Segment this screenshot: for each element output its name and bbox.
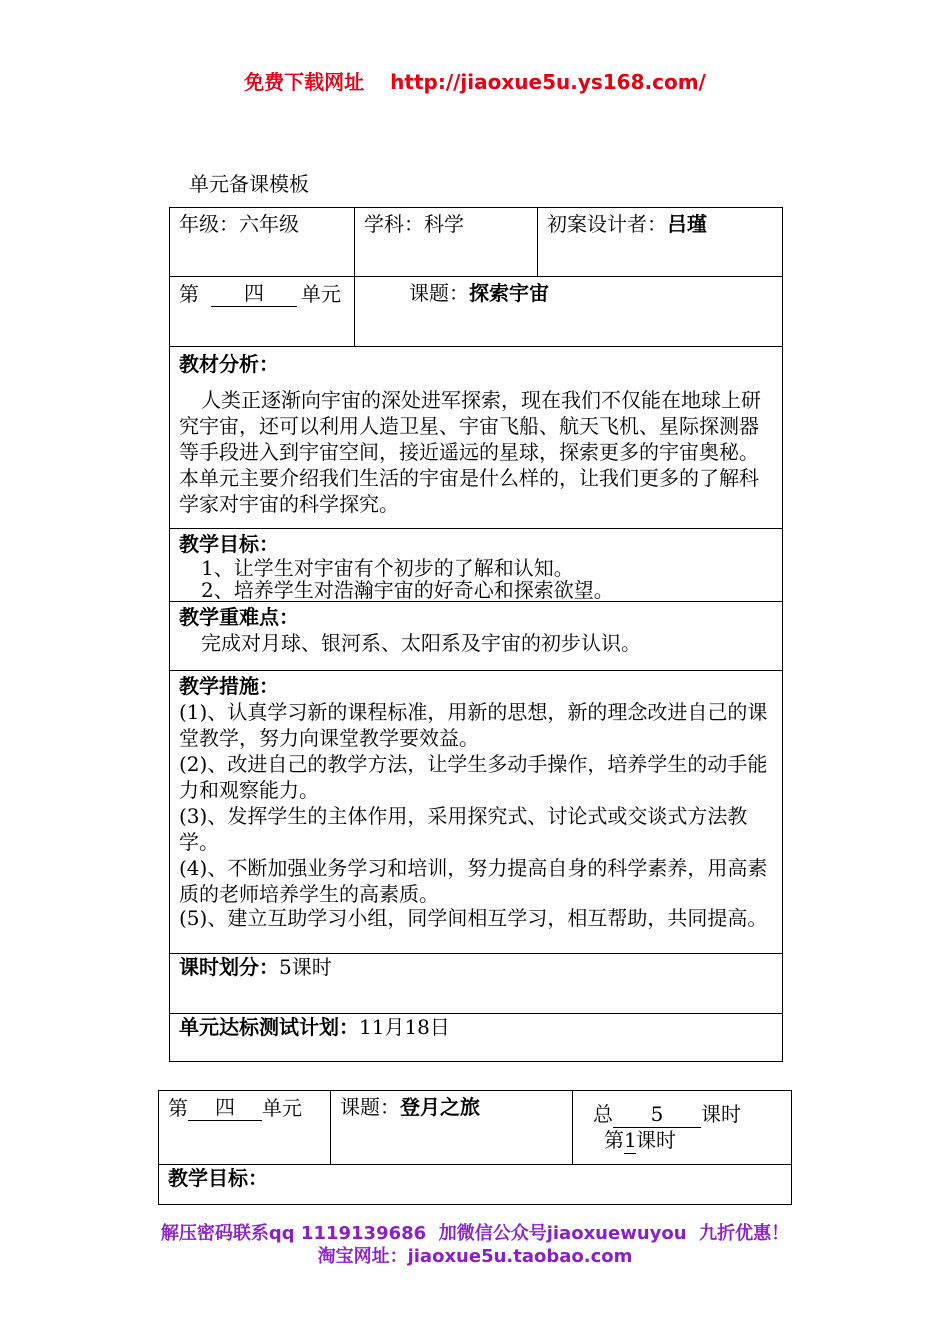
test-plan-cell	[170, 1014, 783, 1062]
measures-cell	[170, 671, 783, 954]
footer-qq: qq 1119139686	[268, 1223, 427, 1244]
grade-cell	[170, 208, 355, 277]
current-suffix: 课时	[636, 1128, 676, 1152]
grade-label: 年级：	[179, 212, 239, 236]
goal-item: 1、让学生对宇宙有个初步的了解和认知。	[201, 556, 574, 580]
lesson-period-cell	[573, 1091, 792, 1165]
goal-item: 2、培养学生对浩瀚宇宙的好奇心和探索欲望。	[201, 578, 614, 602]
lesson-goals-cell	[159, 1165, 792, 1205]
unit-plan-table	[169, 207, 783, 1062]
lesson-topic: 登月之旅	[400, 1095, 480, 1119]
lesson-unit-number: 四	[188, 1091, 262, 1121]
schedule-label: 课时划分：	[179, 955, 279, 979]
total-periods-value: 5	[613, 1102, 701, 1128]
measure-item: (5)、建立互助学习小组，同学间相互学习，相互帮助，共同提高。	[179, 906, 768, 930]
footer-discount: 九折优惠！	[699, 1223, 790, 1244]
current-period	[593, 1128, 791, 1154]
designer-cell	[538, 208, 783, 277]
current-period-value: 1	[624, 1128, 637, 1152]
subject-label: 学科：	[364, 212, 424, 236]
footer-taobao-link[interactable]: jiaoxue5u.taobao.com	[407, 1246, 633, 1267]
schedule-value: 5课时	[279, 955, 332, 979]
measure-item: (1)、认真学习新的课程标准，用新的思想，新的理念改进自己的课堂教学，努力向课堂教学要效益。	[179, 700, 768, 750]
total-periods	[593, 1102, 791, 1128]
key-points-text: 完成对月球、银河系、太阳系及宇宙的初步认识。	[201, 631, 641, 655]
analysis-cell	[170, 347, 783, 529]
schedule-cell	[170, 954, 783, 1014]
unit-prefix: 第	[179, 281, 199, 306]
key-points-cell	[170, 602, 783, 671]
analysis-heading: 教材分析：	[179, 352, 279, 376]
download-header	[0, 66, 950, 95]
lesson-unit-cell	[159, 1091, 331, 1165]
lesson-topic-cell	[331, 1091, 573, 1165]
test-plan-value: 11月18日	[359, 1015, 450, 1039]
test-plan-label: 单元达标测试计划：	[179, 1015, 359, 1039]
template-title: 单元备课模板	[189, 172, 309, 196]
grade-value: 六年级	[239, 212, 299, 236]
unit-number: 四	[211, 277, 297, 307]
footer-password-label: 解压密码联系	[160, 1223, 269, 1244]
unit-cell	[170, 277, 355, 347]
footer-wechat-label: 加微信公众号	[438, 1223, 547, 1244]
unit-topic: 探索宇宙	[469, 281, 549, 305]
download-url-link[interactable]: http://jiaoxue5u.ys168.com/	[390, 70, 706, 94]
measure-item: (2)、改进自己的教学方法，让学生多动手操作，培养学生的动手能力和观察能力。	[179, 752, 768, 802]
unit-topic-cell	[355, 277, 783, 347]
lesson-plan-table	[158, 1090, 792, 1205]
designer-name: 吕瑾	[667, 212, 707, 236]
footer-wechat: jiaoxuewuyou	[546, 1223, 687, 1244]
goals-heading: 教学目标：	[179, 532, 279, 556]
designer-label: 初案设计者：	[547, 212, 667, 236]
analysis-text: 人类正逐渐向宇宙的深处进军探索，现在我们不仅能在地球上研究宇宙，还可以利用人造卫星、宇宙飞船、航天飞机、星际探测器等手段进入到宇宙空间，接近遥远的星球，探索更多的宇宙奥秘。本单元主要介绍我们生活的宇宙是什么样的，让我们更多的了解科学家对宇宙的科学探究。	[179, 388, 761, 516]
current-prefix: 第	[604, 1128, 624, 1152]
lesson-topic-label: 课题：	[340, 1095, 400, 1119]
footer-line-2	[0, 1242, 950, 1268]
measure-item: (3)、发挥学生的主体作用，采用探究式、讨论式或交谈式方法教学。	[179, 804, 748, 854]
lesson-unit-suffix: 单元	[262, 1095, 302, 1120]
topic-label: 课题：	[409, 281, 469, 305]
download-label: 免费下载网址	[244, 70, 365, 94]
subject-value: 科学	[424, 212, 464, 236]
total-suffix: 课时	[701, 1102, 741, 1126]
unit-suffix: 单元	[301, 281, 341, 306]
lesson-unit-prefix: 第	[168, 1095, 188, 1120]
measures-heading: 教学措施：	[179, 674, 279, 698]
key-points-heading: 教学重难点：	[179, 605, 299, 629]
subject-cell	[355, 208, 538, 277]
lesson-goals-heading: 教学目标：	[168, 1166, 268, 1190]
total-label: 总	[593, 1102, 613, 1126]
goals-cell	[170, 529, 783, 602]
footer-taobao-label: 淘宝网址：	[317, 1246, 408, 1267]
measure-item: (4)、不断加强业务学习和培训，努力提高自身的科学素养，用高素质的老师培养学生的高素质。	[179, 856, 768, 906]
